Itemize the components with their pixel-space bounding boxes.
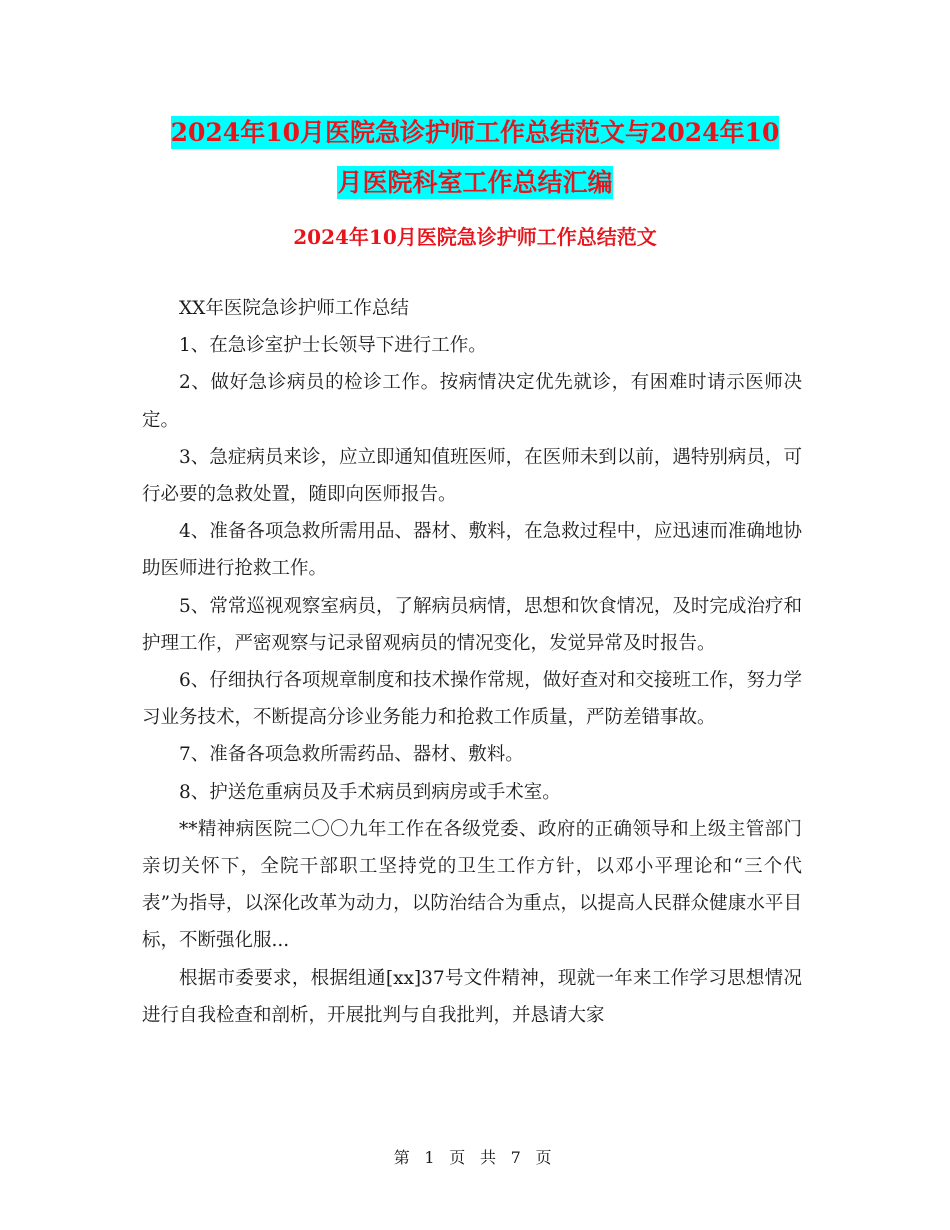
paragraph: 8、护送危重病员及手术病员到病房或手术室。 bbox=[179, 781, 561, 803]
document-body bbox=[142, 290, 802, 1034]
page-footer: 第 1 页 共 7 页 bbox=[393, 1148, 557, 1167]
paragraph: 4、准备各项急救所需用品、器材、敷料，在急救过程中，应迅速而准确地协助医师进行抢救工作。 bbox=[142, 521, 802, 580]
paragraph: **精神病医院二〇〇九年工作在各级党委、政府的正确领导和上级主管部门亲切关怀下，全院干部职工坚持党的卫生工作方针，以邓小平理论和“三个代表”为指导，以深化改革为动力，以防治结合为重点，以提高人民群众健康水平目标，不断强化服... bbox=[142, 818, 802, 952]
section-title: 2024年10月医院急诊护师工作总结范文 bbox=[293, 225, 657, 249]
document-title bbox=[140, 108, 810, 208]
document-title-line-2: 月医院科室工作总结汇编 bbox=[337, 168, 613, 197]
paragraph: 根据市委要求，根据组通[xx]37号文件精神，现就一年来工作学习思想情况进行自我检查和剖析，开展批判与自我批判，并恳请大家 bbox=[142, 967, 802, 1026]
paragraph: 7、准备各项急救所需药品、器材、敷料。 bbox=[179, 744, 524, 766]
paragraph: 3、急症病员来诊，应立即通知值班医师，在医师未到以前，遇特别病员，可行必要的急救处置，随即向医师报告。 bbox=[142, 446, 802, 506]
paragraph: 1、在急诊室护士长领导下进行工作。 bbox=[179, 335, 487, 357]
paragraph: XX年医院急诊护师工作总结 bbox=[179, 298, 409, 319]
document-title-line-1: 2024年10月医院急诊护师工作总结范文与2024年10 bbox=[170, 118, 780, 147]
paragraph: 5、常常巡视观察室病员，了解病员病情，思想和饮食情况，及时完成治疗和护理工作，严密观察与记录留观病员的情况变化，发觉异常及时报告。 bbox=[142, 595, 802, 654]
paragraph: 2、做好急诊病员的检诊工作。按病情决定优先就诊，有困难时请示医师决定。 bbox=[142, 372, 802, 431]
paragraph: 6、仔细执行各项规章制度和技术操作常规，做好查对和交接班工作，努力学习业务技术，不断提高分诊业务能力和抢救工作质量，严防差错事故。 bbox=[142, 670, 802, 729]
